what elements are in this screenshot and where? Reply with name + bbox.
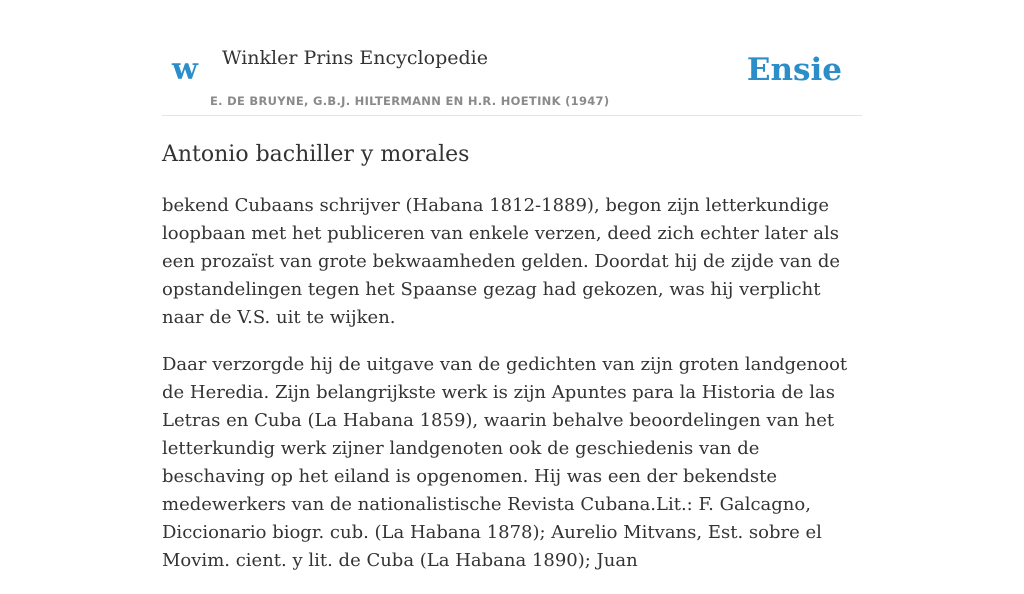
logo-icon[interactable]: w xyxy=(172,52,198,87)
article-paragraph: Daar verzorgde hij de uitgave van de gedichten van zijn groten landgenoot de Heredia. Zijn belangrijkste werk is zijn Apuntes para la Historia de las Letras en Cuba (La Habana 1859), waarin behalve beoordelingen van het letterkundig werk zijner landgenoten ook de geschiedenis van de beschaving op het eiland is opgenomen. Hij was een der bekendste medewerkers van de nationalistische Revista Cubana.Lit.: F. Galcagno, Diccionario biogr. cub. (La Habana 1878); Aurelio Mitvans, Est. sobre el Movim. cient. y lit. de Cuba (La Habana 1890); Juan xyxy=(162,354,848,571)
authors-line: E. DE BRUYNE, G.B.J. HILTERMANN EN H.R. HOETINK (1947) xyxy=(210,94,610,108)
article-body xyxy=(162,192,862,594)
article-paragraph: bekend Cubaans schrijver (Habana 1812-1889), begon zijn letterkundige loopbaan met het publiceren van enkele verzen, deed zich echter later als een prozaïst van grote bekwaamheden gelden. Doordat hij de zijde van de opstandelingen tegen het Spaanse gezag had gekozen, was hij verplicht naar de V.S. uit te wijken. xyxy=(162,195,841,328)
brand-logo[interactable]: Ensie xyxy=(746,52,842,88)
article-title: Antonio bachiller y morales xyxy=(162,142,470,167)
page xyxy=(162,0,862,571)
site-title[interactable]: Winkler Prins Encyclopedie xyxy=(222,47,488,69)
site-header xyxy=(162,0,862,116)
